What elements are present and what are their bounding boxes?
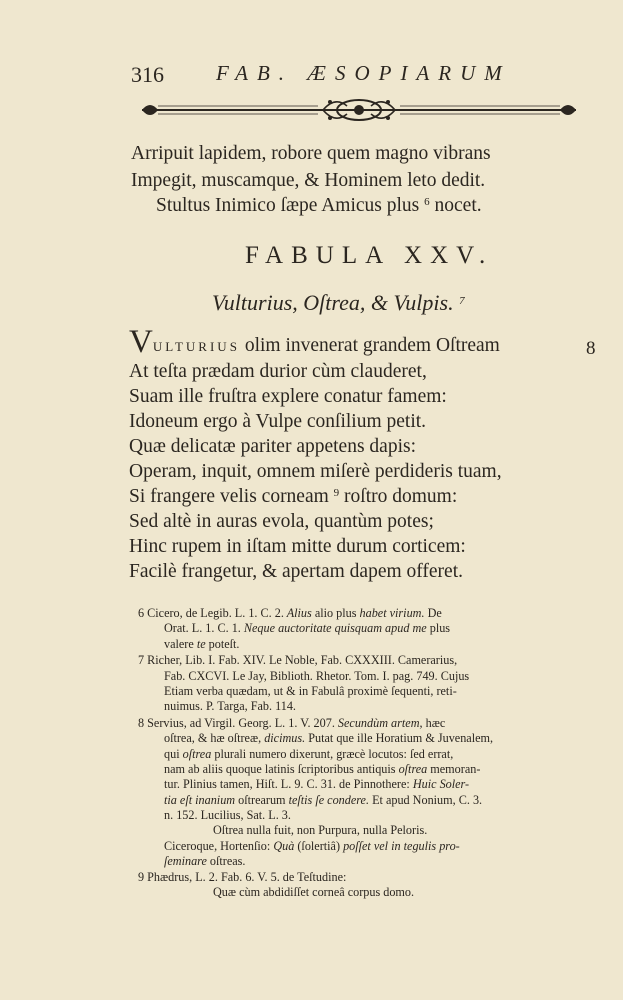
footnote-line: Etiam verba quædam, ut & in Fabulâ proximè ſequenti, reti- — [164, 684, 457, 698]
footnote-quote: Quæ cùm abdidiſſet corneâ corpus domo. — [213, 885, 415, 900]
first-verse-line: VULTURIUS olim invenerat grandem Oſtream — [129, 324, 500, 360]
footnote-quote: Oſtrea nulla fuit, non Purpura, nulla Peloris. — [213, 823, 428, 838]
fable-subtitle: Vulturius, Oſtrea, & Vulpis. $^7$ — [212, 290, 465, 315]
footnote-line: tia eſt inanium oſtrearum teſtis ſe condere. Et apud Nonium, C. 3. — [164, 792, 483, 807]
verse-line: Sed altè in auras evola, quantùm potes; — [129, 511, 434, 532]
footnote-line: oſtrea, & hæ oſtreæ, dicimus. Putat que ille Horatium & Juvenalem, — [164, 731, 494, 746]
page-number: 316 — [131, 62, 164, 87]
verse-line: Hinc rupem in iſtam mitte durum corticem: — [129, 536, 466, 557]
verse-line: Impegit, muscamque, & Hominem leto dedit. — [131, 170, 486, 191]
verse-line: Operam, inquit, omnem miſerè perdideris tuam, — [129, 461, 502, 482]
note-ref: 6 — [424, 196, 430, 208]
drop-cap: V — [129, 324, 153, 360]
verse-line: Suam ille fruſtra explere conatur famem: — [129, 386, 447, 407]
footnote-line: valere te poteſt. — [164, 636, 240, 651]
fable-heading: FABULA XXV. — [245, 242, 494, 269]
note-ref: 7 — [459, 295, 465, 307]
footnote-line: 6 Cicero, de Legib. L. 1. C. 2. Alius alio plus habet virium. De — [138, 606, 442, 620]
note-ref: 9 — [333, 487, 340, 499]
footnote-line: 9 Phædrus, L. 2. Fab. 6. V. 5. de Teſtudine: — [138, 869, 347, 884]
ornament-icon — [128, 96, 590, 124]
verse-line: At teſta prædam durior cùm clauderet, — [129, 361, 427, 382]
moral-line: Stultus Inimico ſæpe Amicus plus $^6$ nocet. — [156, 195, 482, 216]
footnote-line: ſeminare oſtreas. — [164, 853, 246, 868]
verse-line: Arripuit lapidem, robore quem magno vibrans — [131, 143, 491, 164]
margin-note-ref: 8 — [586, 338, 596, 359]
footnote-line: nuimus. P. Targa, Fab. 114. — [164, 699, 296, 714]
footnote-line: n. 152. Lucilius, Sat. L. 3. — [164, 807, 291, 822]
footnote-line: 7 Richer, Lib. I. Fab. XIV. Le Noble, Fab. CXXXIII. Camerarius, — [138, 653, 458, 668]
footnote-line: tur. Plinius tamen, Hiſt. L. 9. C. 31. de Pinnothere: Huic Soler- — [164, 777, 470, 792]
running-title: FAB. ÆSOPIARUM — [216, 61, 511, 85]
footnote-line: nam ab aliis quoque latinis ſcriptoribus antiquis oſtrea memoran- — [164, 762, 481, 776]
footnote-line: Orat. L. 1. C. 1. Neque auctoritate quisquam apud me plus — [164, 621, 451, 636]
footnote-line: Ciceroque, Hortenſio: Quà (ſolertiâ) poſſet vel in tegulis pro- — [164, 838, 460, 853]
verse-line: Facilè frangetur, & apertam dapem offeret. — [129, 561, 463, 582]
verse-line: Idoneum ergo à Vulpe conſilium petit. — [129, 411, 427, 432]
verse-line: Quæ delicatæ pariter appetens dapis: — [129, 436, 416, 457]
footnote-line: Fab. CXCVI. Le Jay, Biblioth. Rhetor. Tom. I. pag. 749. Cujus — [164, 668, 470, 683]
footnote-line: 8 Servius, ad Virgil. Georg. L. 1. V. 207. Secundùm artem, hæc — [138, 716, 446, 731]
footnote-line: qui oſtrea plurali numero dixerunt, græcè locutos: ſed errat, — [164, 746, 454, 761]
verse-line: Si frangere velis corneam $^9$ roſtro domum: — [129, 486, 458, 507]
